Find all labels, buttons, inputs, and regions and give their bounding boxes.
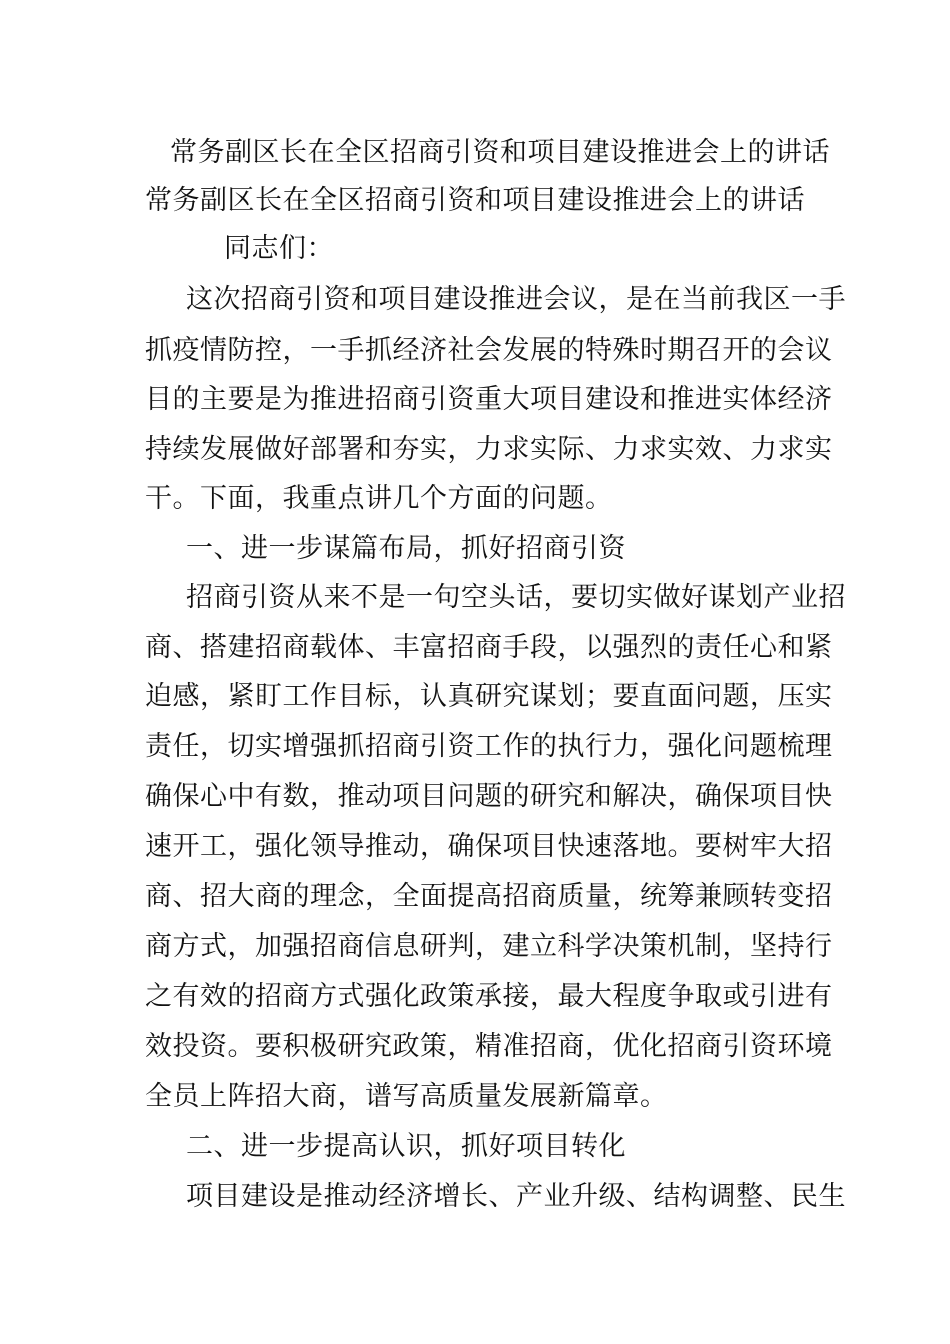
paragraph-line: 抓疫情防控，一手抓经济社会发展的特殊时期召开的会议 <box>145 335 833 366</box>
paragraph-line: 目的主要是为推进招商引资重大项目建设和推进实体经济 <box>145 384 833 415</box>
paragraph-line: 干。下面，我重点讲几个方面的问题。 <box>145 483 613 514</box>
salutation: 同志们： <box>224 233 334 264</box>
paragraph-line: 这次招商引资和项目建设推进会议，是在当前我区一手 <box>186 284 846 315</box>
section-heading-2: 二、进一步提高认识，抓好项目转化 <box>186 1131 626 1162</box>
paragraph-line: 全员上阵招大商，谱写高质量发展新篇章。 <box>145 1081 668 1112</box>
document-title: 常务副区长在全区招商引资和项目建设推进会上的讲话 <box>170 137 830 168</box>
paragraph-line: 商、搭建招商载体、丰富招商手段，以强烈的责任心和紧 <box>145 632 833 663</box>
paragraph-line: 商方式，加强招商信息研判，建立科学决策机制，坚持行 <box>145 931 833 962</box>
paragraph-line: 持续发展做好部署和夯实，力求实际、力求实效、力求实 <box>145 434 833 465</box>
paragraph-line: 商、招大商的理念，全面提高招商质量，统筹兼顾转变招 <box>145 881 833 912</box>
paragraph-line: 项目建设是推动经济增长、产业升级、结构调整、民生 <box>186 1181 846 1212</box>
paragraph-line: 确保心中有数，推动项目问题的研究和解决，确保项目快 <box>145 781 833 812</box>
section-heading-1: 一、进一步谋篇布局，抓好招商引资 <box>186 533 626 564</box>
paragraph-line: 效投资。要积极研究政策，精准招商，优化招商引资环境 <box>145 1031 833 1062</box>
paragraph-line: 迫感，紧盯工作目标，认真研究谋划；要直面问题，压实 <box>145 681 833 712</box>
paragraph-line: 责任，切实增强抓招商引资工作的执行力，强化问题梳理 <box>145 731 833 762</box>
paragraph-line: 速开工，强化领导推动，确保项目快速落地。要树牢大招 <box>145 831 833 862</box>
paragraph-line: 之有效的招商方式强化政策承接，最大程度争取或引进有 <box>145 981 833 1012</box>
paragraph-line: 招商引资从来不是一句空头话，要切实做好谋划产业招 <box>186 582 846 613</box>
document-title-repeat: 常务副区长在全区招商引资和项目建设推进会上的讲话 <box>145 185 805 216</box>
